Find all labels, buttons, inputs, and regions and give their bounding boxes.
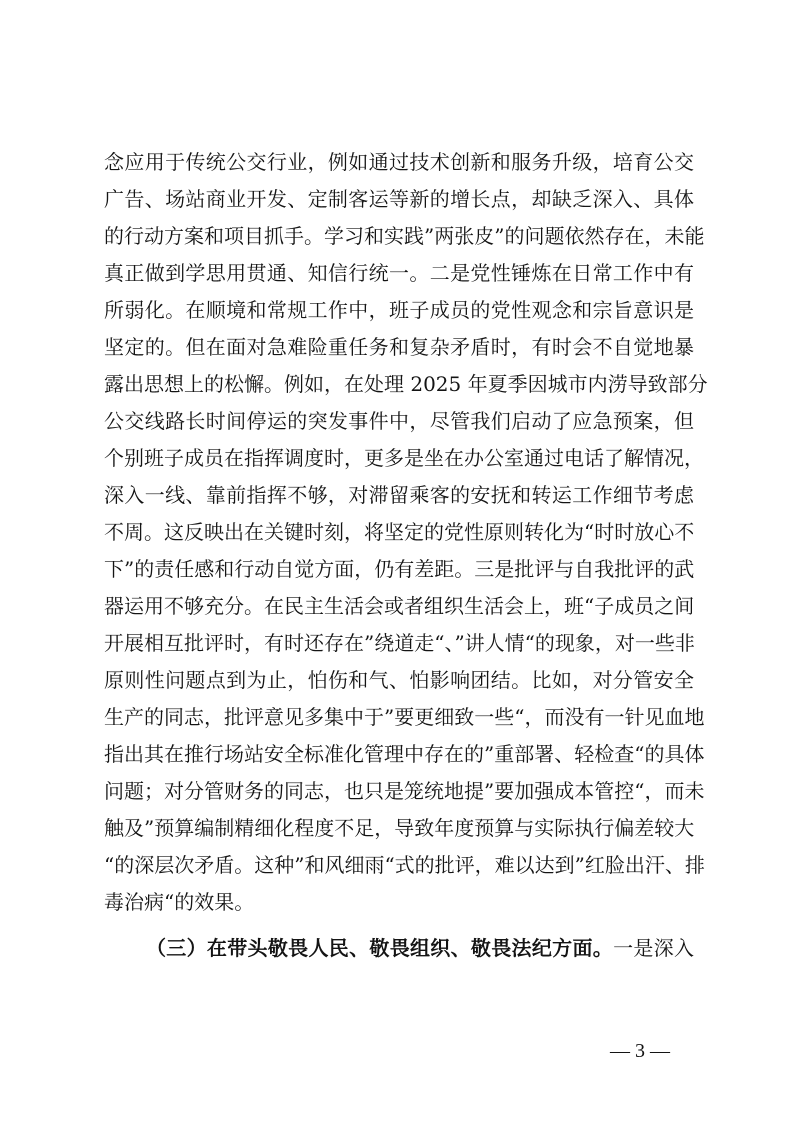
paragraph-line: 开展相互批评时，有时还存在”绕道走“、”讲人情“的现象，对一些非	[104, 631, 695, 655]
page-number: — 3 —	[610, 1040, 670, 1062]
paragraph-line: 真正做到学思用贯通、知信行统一。二是党性锤炼在日常工作中有	[104, 261, 694, 285]
paragraph-line: 触及”预算编制精细化程度不足，导致年度预算与实际执行偏差较大	[104, 816, 695, 840]
paragraph-line: 露出思想上的松懈。例如，在处理 2025 年夏季因城市内涝导致部分	[104, 372, 708, 396]
paragraph-line: 下”的责任感和行动自觉方面，仍有差距。三是批评与自我批评的武	[104, 557, 695, 581]
paragraph-line: 公交线路长时间停运的突发事件中，尽管我们启动了应急预案，但	[104, 409, 694, 433]
paragraph-line: 生产的同志，批评意见多集中于”要更细致一些“，而没有一针见血地	[104, 705, 705, 729]
paragraph-line: 指出其在推行场站安全标准化管理中存在的”重部署、轻检查“的具体	[104, 742, 705, 766]
paragraph-line: 的行动方案和项目抓手。学习和实践”两张皮”的问题依然存在，未能	[104, 224, 705, 248]
paragraph-line: 器运用不够充分。在民主生活会或者组织生活会上，班“子成员之间	[104, 594, 695, 618]
paragraph-line: 问题；对分管财务的同志，也只是笼统地提”要加强成本管控“，而未	[104, 779, 705, 803]
paragraph-line: 深入一线、靠前指挥不够，对滞留乘客的安抚和转运工作细节考虑	[104, 483, 694, 507]
paragraph-line: “的深层次矛盾。这种”和风细雨“式的批评，难以达到”红脸出汗、排	[104, 853, 705, 877]
section-heading: （三）在带头敬畏人民、敬畏组织、敬畏法纪方面。	[146, 936, 614, 960]
paragraph-line: 原则性问题点到为止，怕伤和气、怕影响团结。比如，对分管安全	[104, 668, 694, 692]
paragraph-line: 毒治病“的效果。	[104, 890, 255, 914]
paragraph-line: 不周。这反映出在关键时刻，将坚定的党性原则转化为“时时放心不	[104, 520, 695, 544]
section-heading-line	[146, 931, 694, 965]
paragraph-line: 坚定的。但在面对急难险重任务和复杂矛盾时，有时会不自觉地暴	[104, 335, 694, 359]
section-start-text: 一是深入	[613, 936, 695, 960]
paragraph-line: 念应用于传统公交行业，例如通过技术创新和服务升级，培育公交	[104, 150, 694, 174]
paragraph-line: 个别班子成员在指挥调度时，更多是坐在办公室通过电话了解情况，	[104, 446, 704, 470]
paragraph-line: 所弱化。在顺境和常规工作中，班子成员的党性观念和宗旨意识是	[104, 298, 694, 322]
paragraph-line: 广告、场站商业开发、定制客运等新的增长点，却缺乏深入、具体	[104, 187, 694, 211]
